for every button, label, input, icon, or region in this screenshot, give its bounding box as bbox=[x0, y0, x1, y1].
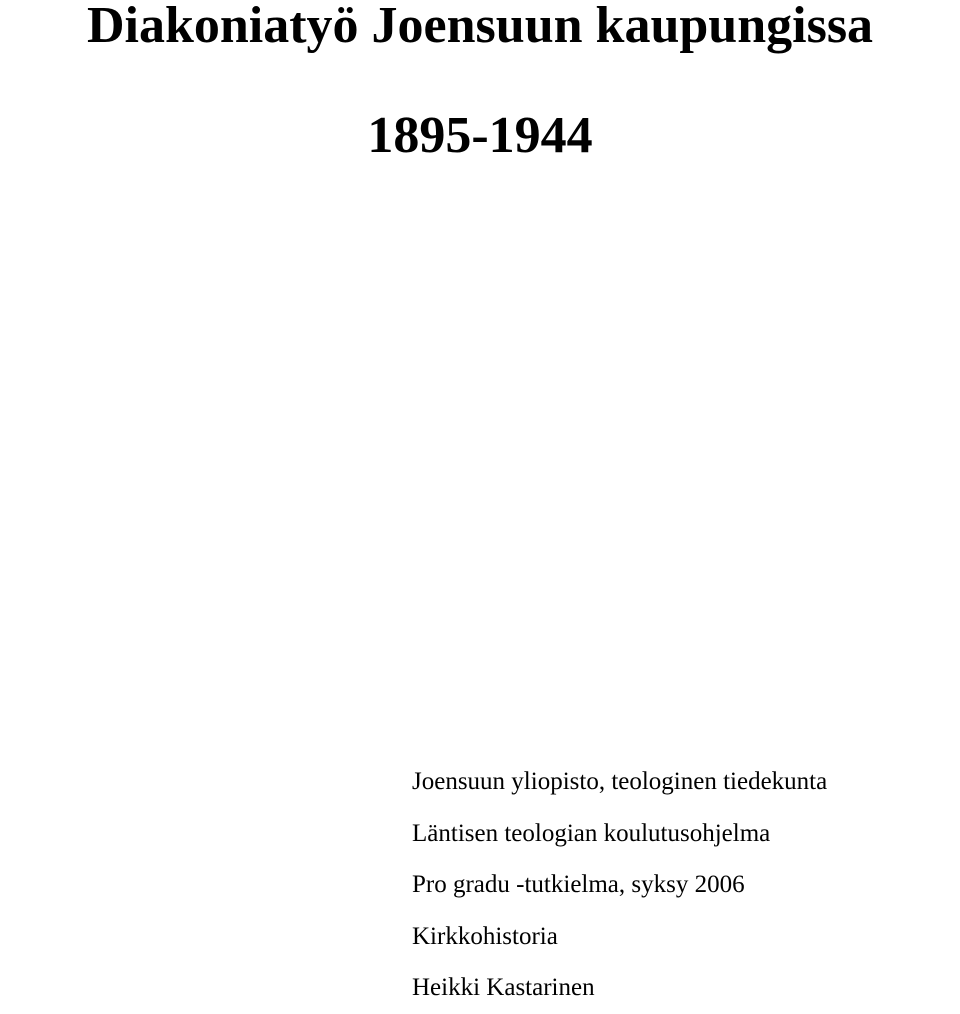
faculty-line: Joensuun yliopisto, teologinen tiedekunta bbox=[412, 768, 828, 795]
thesis-type-line: Pro gradu -tutkielma, syksy 2006 bbox=[412, 871, 745, 898]
program-line: Läntisen teologian koulutusohjelma bbox=[412, 819, 771, 847]
subject-line: Kirkkohistoria bbox=[412, 922, 558, 950]
thesis-info-block bbox=[412, 756, 827, 1014]
document-title: Diakoniatyö Joensuun kaupungissa bbox=[86, 0, 874, 54]
document-title-years: 1895-1944 bbox=[367, 107, 593, 164]
author-line: Heikki Kastarinen bbox=[412, 974, 595, 1001]
